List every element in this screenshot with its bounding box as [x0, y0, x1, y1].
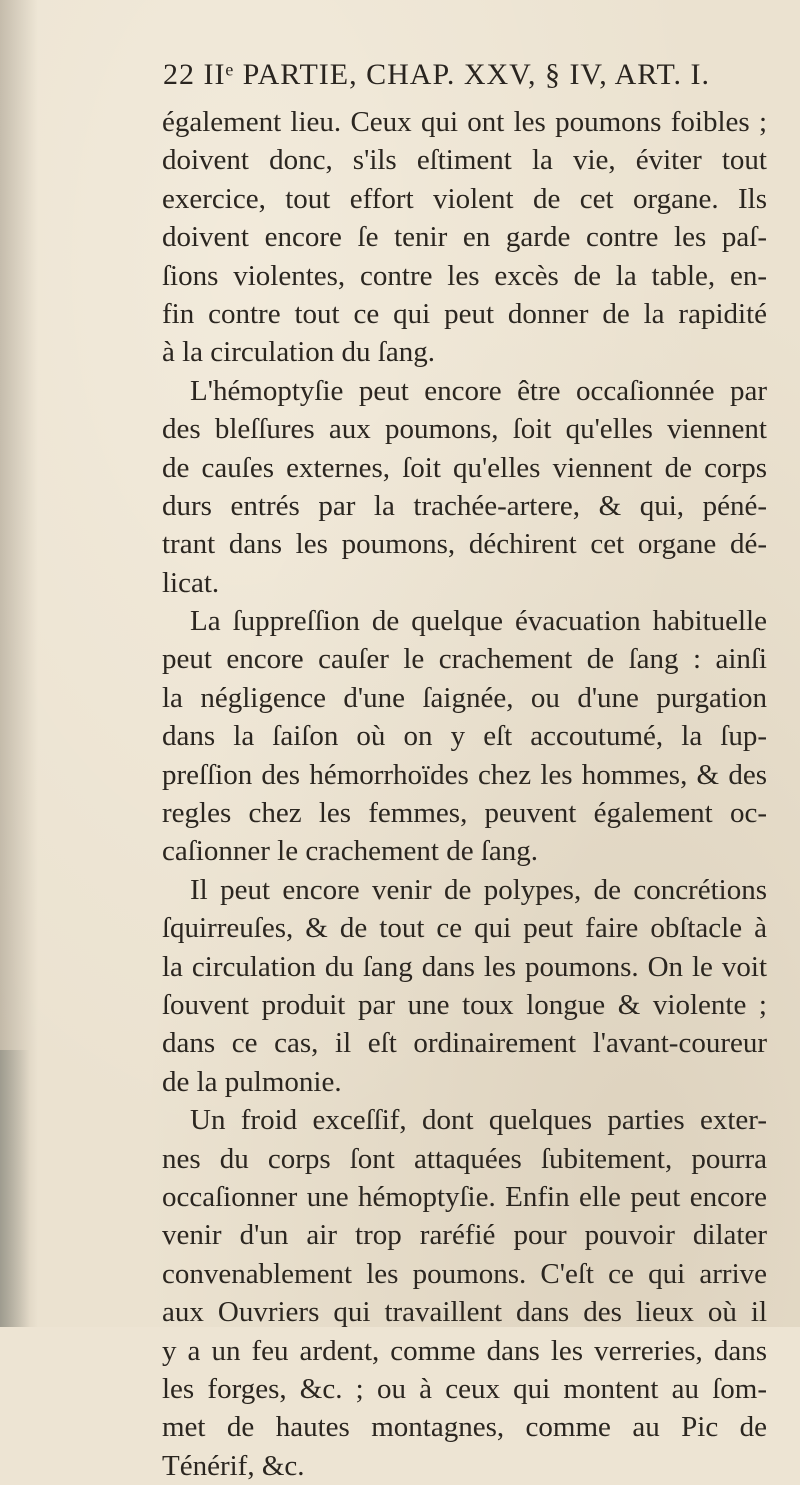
- text-line: peut encore cauſer le crachement de ſang : ainſi: [162, 643, 767, 676]
- text-line: dans ce cas, il eſt ordinairement l'avant-coureur: [162, 1027, 767, 1060]
- text-line: preſſion des hémorrhoïdes chez les hommes, & des: [162, 758, 767, 791]
- text-line: ſouvent produit par une toux longue & violente ;: [162, 988, 767, 1021]
- text-line: Il peut encore venir de polypes, de concrétions: [190, 873, 767, 906]
- text-line: les forges, &c. ; ou à ceux qui montent au ſom-: [162, 1372, 767, 1405]
- text-line: ſquirreuſes, & de tout ce qui peut faire obſtacle à: [162, 912, 767, 945]
- text-line: convenablement les poumons. C'eſt ce qui arrive: [162, 1257, 767, 1290]
- text-line: dans la ſaiſon où on y eſt accoutumé, la ſup-: [162, 720, 767, 753]
- text-line: trant dans les poumons, déchirent cet organe dé-: [162, 528, 767, 561]
- text-line: fin contre tout ce qui peut donner de la rapidité: [162, 297, 767, 330]
- text-line: L'hémoptyſie peut encore être occaſionnée par: [190, 374, 767, 407]
- text-line: doivent donc, s'ils eſtiment la vie, éviter tout: [162, 144, 767, 177]
- text-line: occaſionner une hémoptyſie. Enfin elle peut encore: [162, 1180, 767, 1213]
- text-line: des bleſſures aux poumons, ſoit qu'elles viennent: [162, 413, 767, 446]
- text-line: ſions violentes, contre les excès de la table, en-: [162, 259, 767, 292]
- text-line: La ſuppreſſion de quelque évacuation habituelle: [190, 605, 767, 638]
- text-line: de la pulmonie.: [162, 1065, 342, 1098]
- text-line: aux Ouvriers qui travaillent dans des lieux où il: [162, 1296, 767, 1329]
- text-line: licat.: [162, 566, 220, 599]
- text-line: caſionner le crachement de ſang.: [162, 835, 538, 868]
- running-header: 22 IIᵉ PARTIE, CHAP. XXV, § IV, ART. I.: [163, 58, 711, 91]
- text-line: également lieu. Ceux qui ont les poumons foibles ;: [162, 106, 767, 138]
- text-line: la négligence d'une ſaignée, ou d'une purgation: [162, 681, 767, 714]
- text-line: venir d'un air trop raréfié pour pouvoir dilater: [162, 1219, 767, 1252]
- text-line: doivent encore ſe tenir en garde contre les paſ-: [162, 221, 767, 254]
- text-line: y a un feu ardent, comme dans les verreries, dans: [162, 1334, 767, 1367]
- text-line: Ténérif, &c.: [162, 1449, 305, 1482]
- text-line: à la circulation du ſang.: [162, 336, 435, 369]
- body-text: [162, 103, 767, 1485]
- text-line: met de hautes montagnes, comme au Pic de: [162, 1411, 767, 1444]
- text-line: regles chez les femmes, peuvent également oc-: [162, 797, 767, 830]
- text-line: nes du corps ſont attaquées ſubitement, pourra: [162, 1142, 767, 1175]
- text-line: de cauſes externes, ſoit qu'elles viennent de corps: [162, 451, 767, 484]
- text-line: durs entrés par la trachée-artere, & qui, péné-: [162, 489, 767, 522]
- text-line: la circulation du ſang dans les poumons. On le voit: [162, 950, 767, 983]
- page-edge-shadow: [0, 1050, 30, 1327]
- text-line: Un froid exceſſif, dont quelques parties exter-: [190, 1104, 767, 1137]
- text-line: exercice, tout effort violent de cet organe. Ils: [162, 182, 767, 215]
